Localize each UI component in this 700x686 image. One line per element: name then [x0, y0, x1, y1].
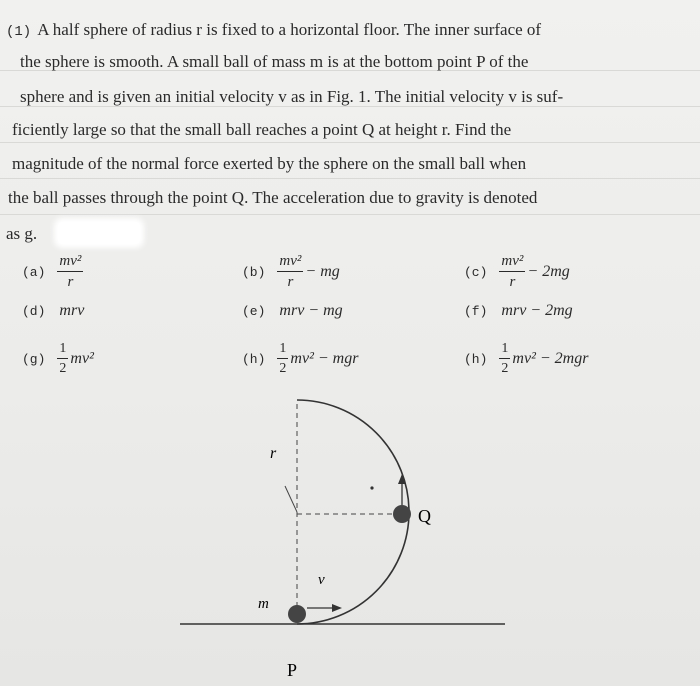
option-d: (d) mrv: [22, 302, 85, 319]
fraction: $\frac{1}{2}$: [501, 341, 509, 376]
fraction: $\frac{\text{mv²}}{r}$: [59, 253, 82, 290]
option-f: (f) mrv − 2mg: [464, 302, 573, 319]
fraction: $\frac{1}{2}$: [59, 341, 67, 376]
option-g: (g) $\frac{1}{2}$ mv²: [22, 341, 94, 376]
center-dot: [370, 486, 373, 489]
problem-line-4: ficiently large so that the small ball reaches a point Q at height r. Find the: [12, 120, 512, 139]
arrow-head: [332, 604, 342, 612]
fraction: $\frac{\text{mv²}}{r}$: [501, 253, 524, 290]
mass-label: m: [258, 596, 269, 612]
fraction: $\frac{\text{mv²}}{r}$: [279, 253, 302, 290]
option-i: (h) $\frac{1}{2}$ mv² − 2mgr: [464, 341, 589, 376]
fraction: $\frac{1}{2}$: [279, 341, 287, 376]
option-a: (a) $\frac{\text{mv²}}{r}$: [22, 253, 82, 290]
problem-line-6: the ball passes through the point Q. The acceleration due to gravity is denoted: [8, 188, 538, 207]
problem-line-2: the sphere is smooth. A small ball of mass m is at the bottom point P of the: [20, 52, 529, 71]
problem-line-3: sphere and is given an initial velocity v as in Fig. 1. The initial velocity v is suf-: [20, 87, 564, 106]
option-b: (b) $\frac{\text{mv²}}{r}$ − mg: [242, 253, 340, 290]
ball-at-q: [393, 505, 411, 523]
radius-line: [285, 486, 297, 512]
point-p-label: P: [287, 660, 298, 680]
problem-line-5: magnitude of the normal force exerted by the sphere on the small ball when: [12, 154, 527, 173]
ball-at-p: [288, 605, 306, 623]
option-h: (h) $\frac{1}{2}$ mv² − mgr: [242, 341, 359, 376]
option-c: (c) $\frac{\text{mv²}}{r}$ − 2mg: [464, 253, 570, 290]
sphere-surface: [297, 400, 409, 624]
point-q-label: Q: [418, 506, 431, 526]
velocity-label: v: [318, 572, 325, 588]
option-e: (e) mrv − mg: [242, 302, 343, 319]
problem-line-7: as g.: [6, 224, 38, 243]
problem-line-1: (1) A half sphere of radius r is fixed to a horizontal floor. The inner surface of: [6, 20, 542, 40]
problem-number: (1): [6, 24, 32, 40]
radius-label: r: [270, 445, 277, 462]
